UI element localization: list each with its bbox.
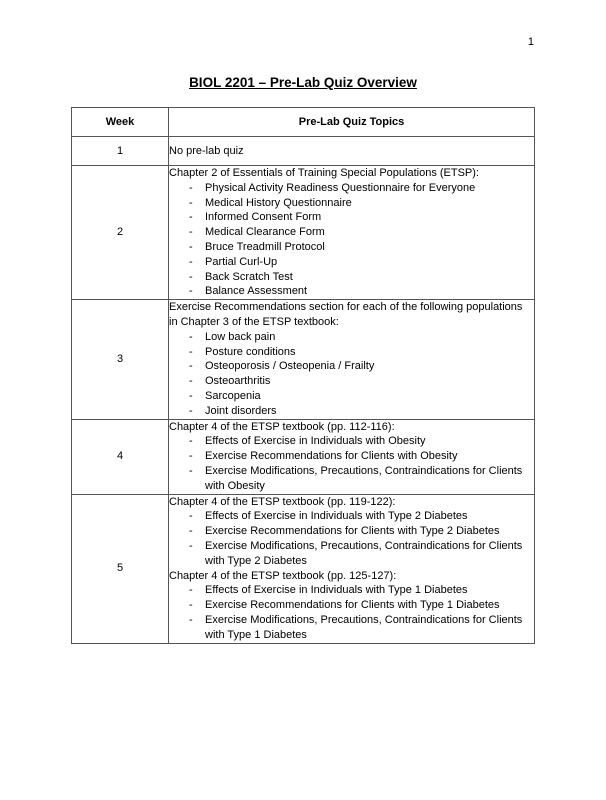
list-item: [169, 434, 534, 449]
dash-bullet-icon: -: [189, 240, 193, 253]
list-item-text: Exercise Modifications, Precautions, Contraindications for Clients with Obesity: [205, 464, 523, 492]
topic-list: [169, 583, 534, 642]
table-row: [72, 419, 535, 494]
list-item-text: Effects of Exercise in Individuals with Type 2 Diabetes: [205, 510, 468, 523]
list-item: [169, 196, 534, 211]
dash-bullet-icon: -: [189, 345, 193, 358]
dash-bullet-icon: -: [189, 525, 193, 538]
dash-bullet-icon: -: [189, 270, 193, 283]
table-header-row: [72, 108, 535, 137]
dash-bullet-icon: -: [189, 435, 193, 448]
list-item-text: Posture conditions: [205, 345, 296, 358]
dash-bullet-icon: -: [189, 539, 193, 552]
table-row: [72, 494, 535, 643]
list-item-text: Balance Assessment: [205, 285, 308, 298]
list-item: [169, 225, 534, 240]
list-item: [169, 389, 534, 404]
list-item-text: Exercise Modifications, Precautions, Contraindications for Clients with Type 2 Diabetes: [205, 539, 523, 567]
dash-bullet-icon: -: [189, 510, 193, 523]
dash-bullet-icon: -: [189, 226, 193, 239]
topics-cell: [169, 137, 535, 166]
dash-bullet-icon: -: [189, 375, 193, 388]
list-item: [169, 284, 534, 299]
week-cell: 2: [72, 166, 169, 300]
list-item-text: Partial Curl-Up: [205, 255, 278, 268]
list-item: [169, 240, 534, 255]
topic-intro: Chapter 4 of the ETSP textbook (pp. 125-127):: [169, 569, 397, 582]
list-item-text: Exercise Modifications, Precautions, Contraindications for Clients with Type 1 Diabetes: [205, 613, 523, 641]
topic-list: [169, 181, 534, 299]
list-item: [169, 374, 534, 389]
list-item-text: Exercise Recommendations for Clients with Obesity: [205, 450, 458, 463]
list-item: [169, 255, 534, 270]
dash-bullet-icon: -: [189, 211, 193, 224]
dash-bullet-icon: -: [189, 181, 193, 194]
dash-bullet-icon: -: [189, 196, 193, 209]
week-cell: 3: [72, 300, 169, 419]
list-item: [169, 345, 534, 360]
topic-intro: Exercise Recommendations section for each of the following populations in Chapter 3 of the ETSP textbook:: [169, 301, 523, 328]
list-item: [169, 404, 534, 419]
topic-list: [169, 434, 534, 493]
topic-list: [169, 330, 534, 419]
list-item-text: Back Scratch Test: [205, 270, 293, 283]
topics-cell: [169, 419, 535, 494]
list-item-text: Bruce Treadmill Protocol: [205, 240, 325, 253]
list-item-text: Effects of Exercise in Individuals with Obesity: [205, 435, 426, 448]
list-item: [169, 598, 534, 613]
quiz-topics-table: [71, 107, 535, 644]
list-item: [169, 270, 534, 285]
dash-bullet-icon: -: [189, 404, 193, 417]
table-body: [72, 137, 535, 644]
list-item: [169, 181, 534, 196]
page-number: 1: [527, 36, 534, 48]
list-item-text: Effects of Exercise in Individuals with Type 1 Diabetes: [205, 584, 468, 597]
list-item-text: Exercise Recommendations for Clients with Type 2 Diabetes: [205, 525, 500, 538]
table-row: [72, 166, 535, 300]
list-item-text: Osteoporosis / Osteopenia / Frailty: [205, 360, 375, 373]
topics-cell: [169, 300, 535, 419]
topic-intro: Chapter 4 of the ETSP textbook (pp. 112-116):: [169, 420, 395, 433]
dash-bullet-icon: -: [189, 599, 193, 612]
list-item: [169, 509, 534, 524]
list-item: [169, 330, 534, 345]
document-title: BIOL 2201 – Pre-Lab Quiz Overview: [189, 75, 417, 90]
list-item-text: Informed Consent Form: [205, 211, 322, 224]
table-row: [72, 137, 535, 166]
dash-bullet-icon: -: [189, 464, 193, 477]
topic-intro: Chapter 2 of Essentials of Training Special Populations (ETSP):: [169, 167, 479, 179]
list-item-text: Medical Clearance Form: [205, 226, 325, 239]
dash-bullet-icon: -: [189, 360, 193, 373]
list-item-text: Physical Activity Readiness Questionnaire for Everyone: [205, 181, 476, 194]
list-item: [169, 449, 534, 464]
topics-column-header: Pre-Lab Quiz Topics: [169, 108, 535, 137]
dash-bullet-icon: -: [189, 450, 193, 463]
list-item-text: Exercise Recommendations for Clients with Type 1 Diabetes: [205, 599, 500, 612]
week-cell: 5: [72, 494, 169, 643]
dash-bullet-icon: -: [189, 389, 193, 402]
list-item-text: Sarcopenia: [205, 389, 261, 402]
topic-intro: No pre-lab quiz: [169, 144, 244, 157]
list-item-text: Low back pain: [205, 330, 276, 343]
topics-cell: [169, 166, 535, 300]
dash-bullet-icon: -: [189, 613, 193, 626]
topics-cell: [169, 494, 535, 643]
list-item-text: Medical History Questionnaire: [205, 196, 352, 209]
list-item: [169, 210, 534, 225]
dash-bullet-icon: -: [189, 255, 193, 268]
list-item-text: Joint disorders: [205, 404, 277, 417]
topic-intro: Chapter 4 of the ETSP textbook (pp. 119-122):: [169, 495, 396, 508]
list-item-text: Osteoarthritis: [205, 375, 271, 388]
list-item: [169, 539, 534, 569]
dash-bullet-icon: -: [189, 330, 193, 343]
list-item: [169, 524, 534, 539]
list-item: [169, 613, 534, 643]
topic-list: [169, 509, 534, 568]
dash-bullet-icon: -: [189, 584, 193, 597]
week-cell: 4: [72, 419, 169, 494]
list-item: [169, 464, 534, 494]
table-row: [72, 300, 535, 419]
week-column-header: Week: [72, 108, 169, 137]
list-item: [169, 583, 534, 598]
week-cell: 1: [72, 137, 169, 166]
list-item: [169, 359, 534, 374]
dash-bullet-icon: -: [189, 285, 193, 298]
